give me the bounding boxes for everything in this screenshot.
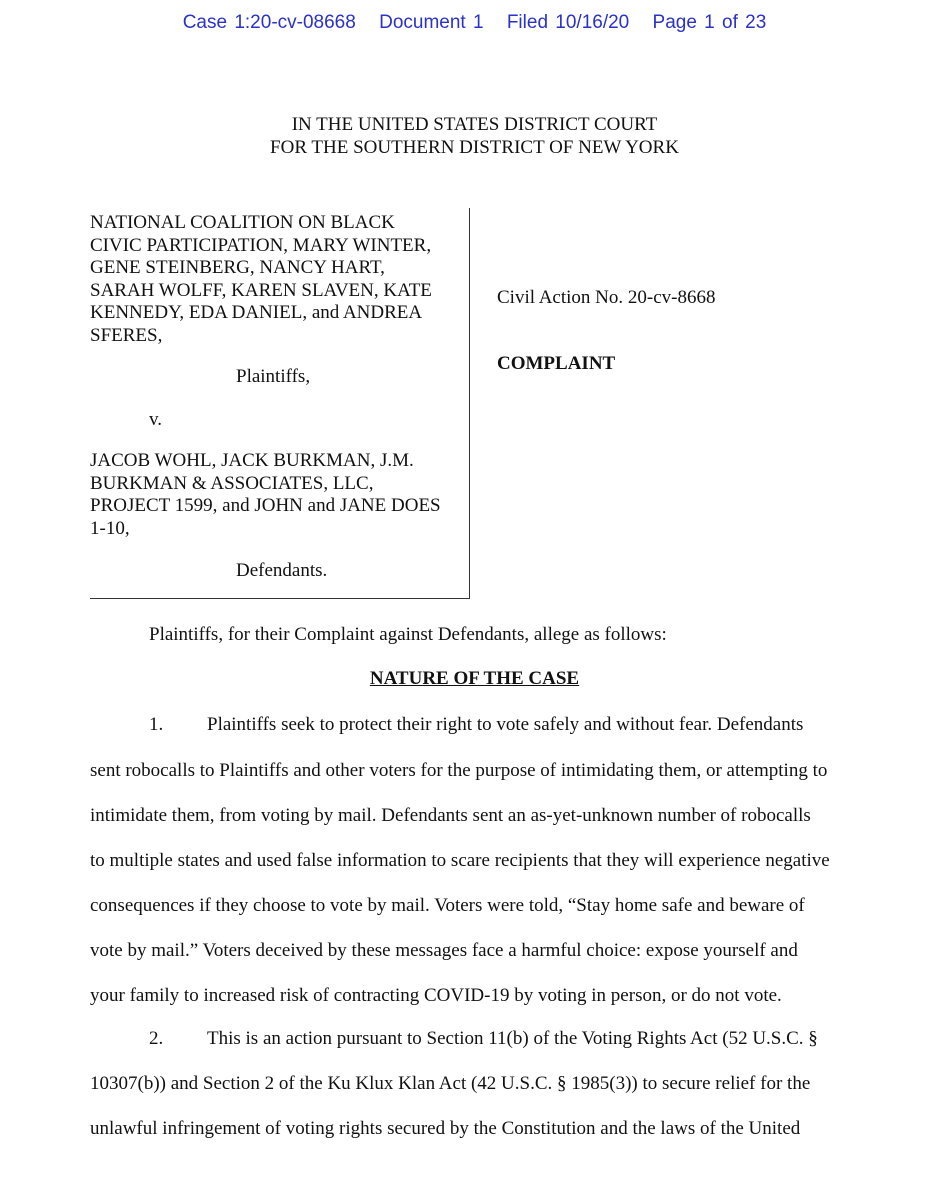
versus-label: v.	[149, 409, 163, 430]
paragraph-1-line: vote by mail.” Voters deceived by these messages face a harmful choice: expose yourself and	[90, 940, 798, 961]
document-number: Document 1	[379, 12, 484, 33]
civil-action-number: Civil Action No. 20-cv-8668	[497, 287, 716, 308]
paragraph-1-line: your family to increased risk of contracting COVID-19 by voting in person, or do not vote.	[90, 985, 782, 1006]
plaintiffs-label: Plaintiffs,	[236, 366, 311, 387]
section-heading: NATURE OF THE CASE	[369, 668, 580, 689]
court-name-line-1: IN THE UNITED STATES DISTRICT COURT	[291, 114, 658, 135]
defendants-label: Defendants.	[236, 560, 328, 581]
paragraph-1-line: intimidate them, from voting by mail. Defendants sent an as-yet-unknown number of robocalls	[90, 805, 811, 826]
page-indicator: Page 1 of 23	[652, 12, 767, 33]
plaintiffs-names	[90, 212, 432, 347]
defendant-line: PROJECT 1599, and JOHN and JANE DOES	[90, 495, 441, 516]
paragraph-1-line: sent robocalls to Plaintiffs and other voters for the purpose of intimidating them, or attempting to	[90, 760, 828, 781]
defendant-line: BURKMAN & ASSOCIATES, LLC,	[90, 472, 374, 494]
plaintiff-line: SFERES,	[90, 324, 163, 346]
paragraph-1-line: Plaintiffs seek to protect their right to vote safely and without fear. Defendants	[207, 714, 804, 735]
caption-horizontal-rule	[90, 598, 470, 599]
case-number: Case 1:20-cv-08668	[182, 12, 356, 33]
paragraph-1-line: consequences if they choose to vote by mail. Voters were told, “Stay home safe and beware of	[90, 895, 805, 916]
defendants-names	[90, 450, 441, 540]
paragraph-number: 1.	[149, 714, 164, 735]
paragraph-number: 2.	[149, 1028, 164, 1049]
complaint-title: COMPLAINT	[497, 353, 616, 374]
filing-header	[0, 12, 949, 34]
plaintiff-line: KENNEDY, EDA DANIEL, and ANDREA	[90, 302, 423, 323]
plaintiff-line: NATIONAL COALITION ON BLACK	[90, 212, 395, 233]
filed-date: Filed 10/16/20	[506, 12, 630, 33]
plaintiff-line: CIVIC PARTICIPATION, MARY WINTER,	[90, 234, 432, 256]
court-name-line-2: FOR THE SOUTHERN DISTRICT OF NEW YORK	[270, 137, 679, 158]
intro-sentence: Plaintiffs, for their Complaint against Defendants, allege as follows:	[149, 624, 667, 645]
plaintiff-line: SARAH WOLFF, KAREN SLAVEN, KATE	[90, 279, 432, 301]
caption-vertical-rule	[469, 208, 470, 598]
defendant-line: 1-10,	[90, 517, 130, 539]
paragraph-2-line: 10307(b)) and Section 2 of the Ku Klux Klan Act (42 U.S.C. § 1985(3)) to secure relief for the	[90, 1073, 811, 1094]
defendant-line: JACOB WOHL, JACK BURKMAN, J.M.	[90, 450, 414, 471]
paragraph-2-line: This is an action pursuant to Section 11(b) of the Voting Rights Act (52 U.S.C. §	[207, 1028, 818, 1049]
plaintiff-line: GENE STEINBERG, NANCY HART,	[90, 257, 385, 278]
paragraph-2-line: unlawful infringement of voting rights secured by the Constitution and the laws of the United	[90, 1118, 801, 1139]
paragraph-1-line: to multiple states and used false information to scare recipients that they will experience negative	[90, 850, 830, 871]
